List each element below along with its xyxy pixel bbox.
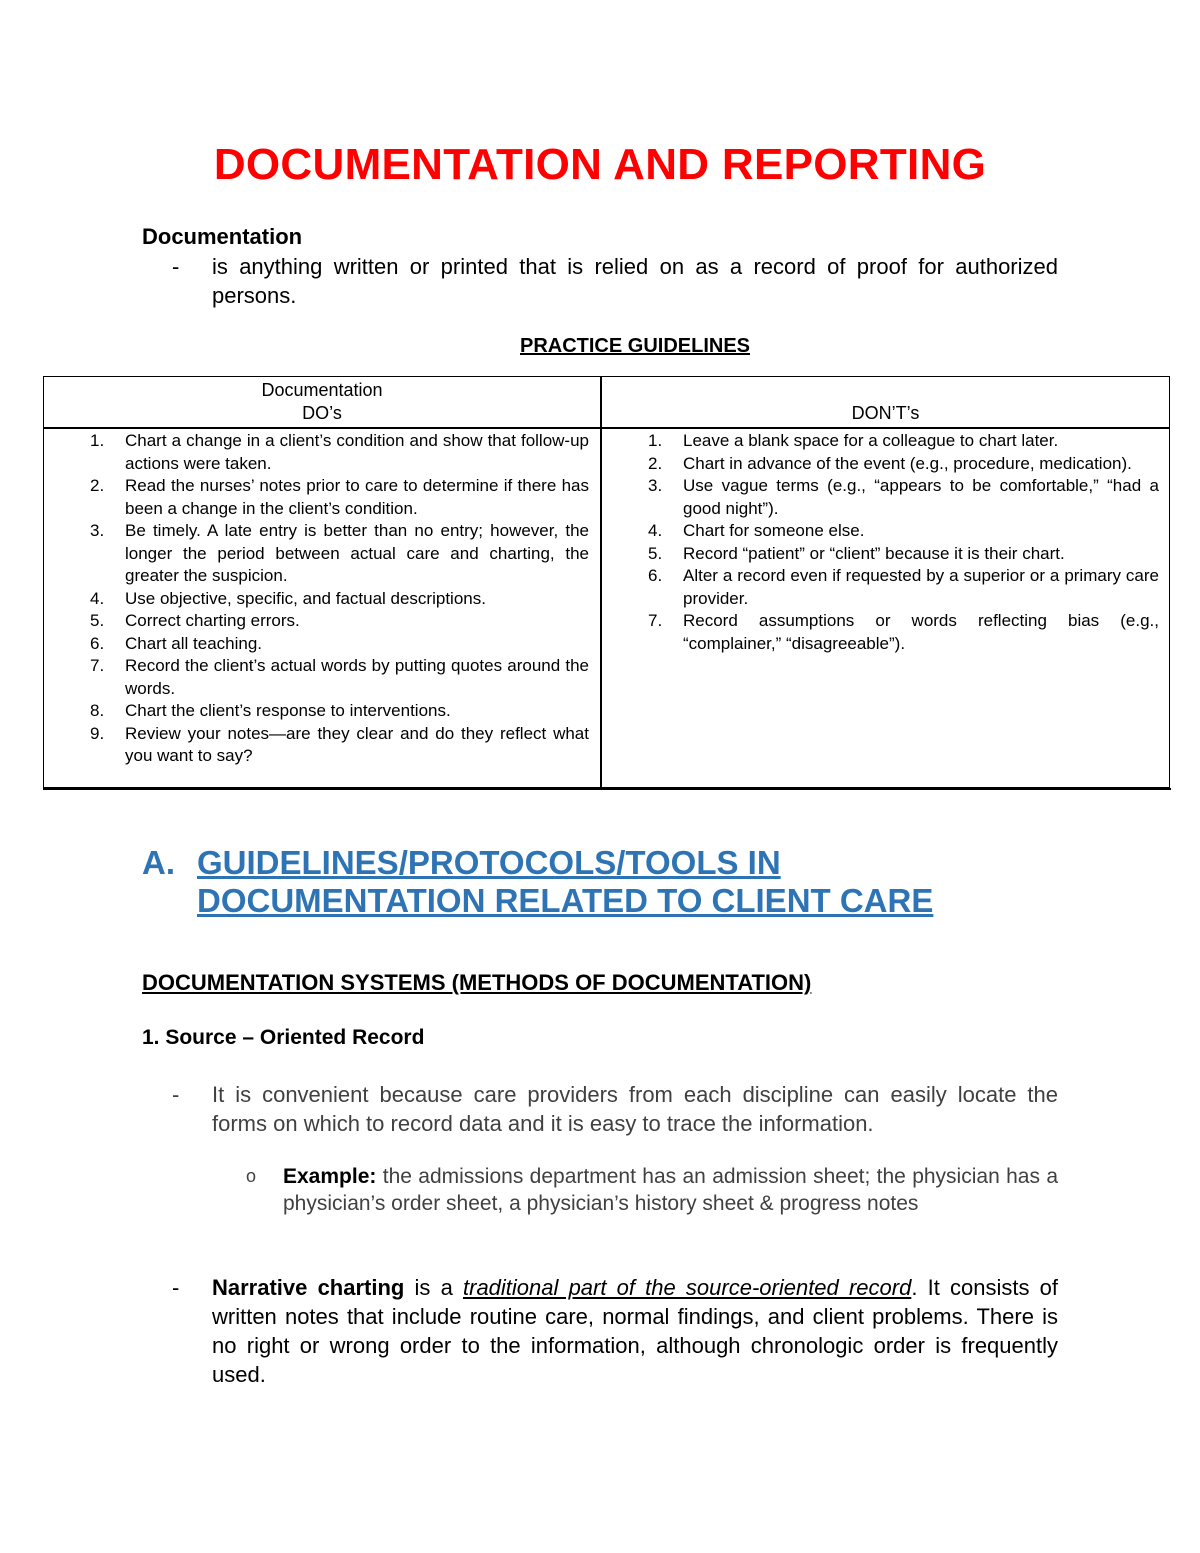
page-title: DOCUMENTATION AND REPORTING <box>213 140 987 189</box>
list-item: 3. Be timely. A late entry is better than no entry; however, the longer the period between actual care and charting, the greater the suspicion. <box>90 521 589 585</box>
section-letter: A. <box>142 844 175 881</box>
list-item: 1. Leave a blank space for a colleague to chart later. <box>648 431 1059 450</box>
donts-header: DON’T’s <box>851 403 920 423</box>
definition-text: is anything written or printed that is relied on as a record of proof for authorized persons. <box>212 254 1058 308</box>
list-item: 3. Use vague terms (e.g., “appears to be comfortable,” “had a good night”). <box>648 476 1159 518</box>
example-item <box>246 1163 1058 1217</box>
definition-heading: Documentation <box>142 224 303 249</box>
narrative-term: Narrative charting <box>212 1275 405 1300</box>
list-item: 5. Record “patient” or “client” because it is their chart. <box>648 543 1065 563</box>
section-title-line1: GUIDELINES/PROTOCOLS/TOOLS IN <box>197 844 781 881</box>
list-item: 9. Review your notes—are they clear and do they reflect what you want to say? <box>90 723 589 765</box>
dos-header-line2: DO’s <box>302 403 342 423</box>
practice-guidelines-heading: PRACTICE GUIDELINES <box>519 335 751 357</box>
list-item: 2. Chart in advance of the event (e.g., procedure, medication). <box>648 453 1132 473</box>
dos-list <box>44 430 589 768</box>
list-item: 7. Record the client’s actual words by putting quotes around the words. <box>90 656 589 698</box>
example-body: the admissions department has an admission sheet; the physician has a physician’s order sheet, a physician’s history sheet & progress notes <box>283 1165 1058 1215</box>
narrative-text: Narrative charting is a traditional part of the source-oriented record. It consists of written notes that include routine care, normal findings, and client problems. There is no right or wrong order to the information, although chronologic order is frequently used. <box>212 1275 1058 1387</box>
definition-item <box>172 252 1058 310</box>
list-item: 7. Record assumptions or words reflecting bias (e.g., “complainer,” “disagreeable”). <box>648 611 1159 653</box>
list-item: 4. Chart for someone else. <box>648 521 865 540</box>
narrative-emphasis: traditional part of the source-oriented record <box>463 1275 912 1300</box>
guidelines-table <box>43 376 1170 788</box>
example-label: Example: <box>283 1165 377 1188</box>
source-oriented-heading: 1. Source – Oriented Record <box>142 1026 425 1049</box>
section-title <box>197 844 1017 920</box>
list-item: 2. Read the nurses’ notes prior to care to determine if there has been a change in the client’s condition. <box>90 476 589 518</box>
list-item: 5. Correct charting errors. <box>90 611 300 630</box>
source-oriented-text: It is convenient because care providers from each discipline can easily locate the forms on which to record data and it is easy to trace the information. <box>212 1082 1058 1136</box>
dash-bullet: - <box>172 1082 180 1107</box>
list-item: 6. Chart all teaching. <box>90 633 263 653</box>
section-title-line2: DOCUMENTATION RELATED TO CLIENT CARE <box>197 882 934 919</box>
example-text <box>283 1163 1058 1217</box>
source-oriented-item <box>172 1080 1058 1138</box>
dash-bullet: - <box>172 1275 180 1300</box>
list-item: 8. Chart the client’s response to interventions. <box>90 701 451 720</box>
list-item: 4. Use objective, specific, and factual descriptions. <box>90 588 486 608</box>
table-bottom-rule <box>43 788 1171 790</box>
narrative-item <box>172 1273 1058 1389</box>
documentation-systems-heading: DOCUMENTATION SYSTEMS (METHODS OF DOCUMENTATION) <box>142 970 812 995</box>
dash-bullet: - <box>172 254 180 279</box>
donts-list <box>602 430 1159 655</box>
list-item: 1. Chart a change in a client’s condition and show that follow-up actions were taken. <box>90 431 589 473</box>
dos-header <box>44 379 600 425</box>
list-item: 6. Alter a record even if requested by a superior or a primary care provider. <box>648 566 1159 608</box>
header-divider <box>44 427 1169 429</box>
dos-header-line1: Documentation <box>261 380 383 400</box>
circle-bullet-icon: o <box>246 1166 257 1186</box>
section-a-heading <box>142 844 1017 920</box>
